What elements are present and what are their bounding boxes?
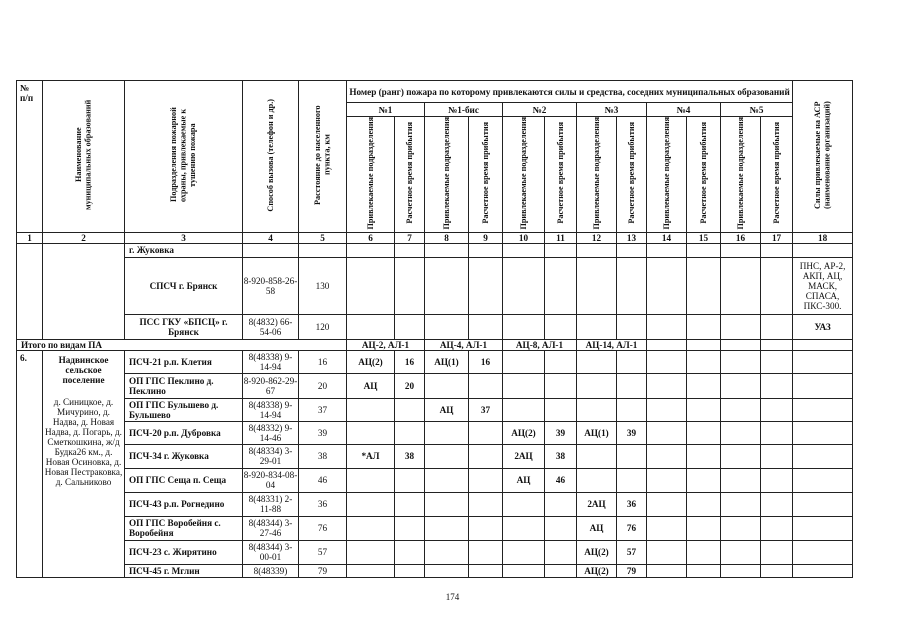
sub-units-3: Привлекаемые подразделения [577,117,617,233]
header-rank-4: №4 [647,103,721,117]
rank2-units: АЦ(2) [503,421,545,444]
rank1-units [347,540,395,564]
unit-asr: ПНС, АР-2, АКП, АЦ, МАСК, СПАСА, ПКС-300. [793,257,853,314]
column-number-row [17,232,853,243]
rank1bis-units [425,421,469,444]
header-rank-2: №2 [503,103,577,117]
col-number: 16 [721,232,761,243]
rank2-units: АЦ [503,468,545,492]
header-rank-3: №3 [577,103,647,117]
rank3-time: 39 [617,421,647,444]
header-distance: Расстояние до населенного пункта, км [299,81,347,233]
rank1bis-time [469,468,503,492]
unit-distance: 37 [299,398,347,421]
rank2-time [545,398,577,421]
unit-name: ОП ГПС Бульшево д. Бульшево [125,398,243,421]
unit-distance: 36 [299,492,347,516]
sub-time-1: Расчетное время прибытия [395,117,425,233]
rank1-time [395,540,425,564]
col-number: 13 [617,232,647,243]
totals-rank-2: АЦ-8, АЛ-1 [503,339,577,350]
unit-phone: 8-920-858-26-58 [243,257,299,314]
table-row [17,492,853,516]
col-number: 2 [43,232,125,243]
rank2-units [503,373,545,398]
rank1bis-units: АЦ [425,398,469,421]
unit-distance: 16 [299,350,347,373]
table-row [17,257,853,314]
unit-distance: 130 [299,257,347,314]
rank3-time [617,373,647,398]
unit-distance: 120 [299,314,347,339]
rank1bis-time [469,373,503,398]
rank3-units [577,468,617,492]
col-number: 10 [503,232,545,243]
table-row [17,540,853,564]
empty-cell [17,243,43,339]
totals-rank-3: АЦ-14, АЛ-1 [577,339,647,350]
unit-distance: 20 [299,373,347,398]
rank3-units: АЦ [577,516,617,540]
rank1bis-units [425,564,469,577]
sub-time-5: Расчетное время прибытия [761,117,793,233]
unit-name: ОП ГПС Пеклино д. Пеклино [125,373,243,398]
unit-phone: 8(48344) 3-00-01 [243,540,299,564]
rank3-units: АЦ(2) [577,564,617,577]
totals-label: Итого по видам ПА [17,339,347,350]
rank2-time: 39 [545,421,577,444]
rank3-time [617,398,647,421]
rank1bis-units [425,468,469,492]
settlements-list: д. Синицкое, д. Мичурино, д. Надва, д. Новая Надва, д. Погарь, д. Сметкошкина, ж/д Будка26 км., д. Новая Осиновка, д. Новая Пестраковка, д. Сальниково [44,396,123,487]
col-number: 15 [687,232,721,243]
unit-name: ОП ГПС Сеща п. Сеща [125,468,243,492]
unit-distance: 76 [299,516,347,540]
rank1bis-time: 37 [469,398,503,421]
municipality-cell [43,350,125,577]
rank3-time: 76 [617,516,647,540]
table-row [17,564,853,577]
unit-phone: 8(48339) [243,564,299,577]
unit-name: ПСС ГКУ «БПСЦ» г. Брянск [125,314,243,339]
unit-name: ПСЧ-45 г. Мглин [125,564,243,577]
rank1bis-units: АЦ(1) [425,350,469,373]
table-row [17,444,853,468]
rank2-units [503,516,545,540]
municipality-name: Надвинское сельское поселение [58,354,109,385]
sub-time-1bis: Расчетное время прибытия [469,117,503,233]
rank1-units [347,516,395,540]
unit-phone: 8(4832) 66-54-06 [243,314,299,339]
col-number: 7 [395,232,425,243]
col-number: 3 [125,232,243,243]
rank2-time: 38 [545,444,577,468]
table-row [17,468,853,492]
sub-units-5: Привлекаемые подразделения [721,117,761,233]
col-number: 11 [545,232,577,243]
table-row [17,373,853,398]
rank3-time: 36 [617,492,647,516]
rank2-time: 46 [545,468,577,492]
unit-distance: 57 [299,540,347,564]
sub-time-2: Расчетное время прибытия [545,117,577,233]
header-call: Способ вызова (телефон и др.) [243,81,299,233]
unit-phone: 8(48331) 2-11-88 [243,492,299,516]
rank1bis-units [425,492,469,516]
sub-units-1: Привлекаемые подразделения [347,117,395,233]
col-number: 8 [425,232,469,243]
rank1bis-units [425,516,469,540]
unit-distance: 39 [299,421,347,444]
col-number: 9 [469,232,503,243]
page-number: 174 [445,592,460,602]
rank2-units [503,350,545,373]
rank3-units: 2АЦ [577,492,617,516]
rank2-time [545,373,577,398]
table-row [17,421,853,444]
unit-name: ПСЧ-21 р.п. Клетия [125,350,243,373]
section-number: 6. [17,350,43,577]
rank1-units: АЦ(2) [347,350,395,373]
col-number: 14 [647,232,687,243]
rank1bis-time [469,564,503,577]
rank1bis-time [469,492,503,516]
rank1bis-units [425,444,469,468]
rank1-time [395,421,425,444]
sub-units-4: Привлекаемые подразделения [647,117,687,233]
unit-name: СПСЧ г. Брянск [125,257,243,314]
unit-phone: 8-920-834-08-04 [243,470,298,491]
unit-name: ОП ГПС Воробейня с. Воробейня [125,516,243,540]
header-units: Подразделения пожарной охраны, привлекаемые к тушению пожара [125,81,243,233]
rank1-units: *АЛ [347,444,395,468]
rank1bis-time [469,540,503,564]
table-row [17,314,853,339]
rank1-time [395,564,425,577]
header-rank-1bis: №1-бис [425,103,503,117]
rank3-units [577,444,617,468]
rank2-units: 2АЦ [503,444,545,468]
unit-asr: УАЗ [793,314,853,339]
col-number: 6 [347,232,395,243]
header-rank-5: №5 [721,103,793,117]
rank1bis-time [469,516,503,540]
rank1-time [395,516,425,540]
unit-distance: 46 [299,468,347,492]
totals-row [17,339,853,350]
col-number: 4 [243,232,299,243]
col-number: 1 [17,232,43,243]
totals-rank-1: АЦ-2, АЛ-1 [347,339,425,350]
rank2-time [545,540,577,564]
rank1bis-time [469,421,503,444]
rank1bis-time: 16 [469,350,503,373]
sub-time-3: Расчетное время прибытия [617,117,647,233]
unit-phone: 8(48338) 9-14-94 [243,398,299,421]
unit-phone: 8(48334) 3-29-01 [243,444,299,468]
rank1-units [347,398,395,421]
rank1-time [395,492,425,516]
unit-phone: 8(48332) 9-14-46 [243,421,299,444]
rank3-units: АЦ(2) [577,540,617,564]
col-number: 17 [761,232,793,243]
col-number: 5 [299,232,347,243]
sub-units-2: Привлекаемые подразделения [503,117,545,233]
rank1bis-time [469,444,503,468]
rank1-time: 38 [395,444,425,468]
header-num: № п/п [17,81,43,233]
header-rank-1: №1 [347,103,425,117]
fire-forces-table [16,80,853,578]
rank3-units [577,373,617,398]
unit-name: ПСЧ-20 р.п. Дубровка [125,421,243,444]
rank3-time [617,468,647,492]
rank3-units [577,350,617,373]
table-row [17,516,853,540]
rank3-units [577,398,617,421]
sub-units-1bis: Привлекаемые подразделения [425,117,469,233]
unit-phone: 8(48338) 9-14-94 [243,350,299,373]
header-asr: Силы привлекаемые на АСР (наименование организаций) [793,81,853,233]
header-municipality: Наименование муниципальных образований [43,81,125,233]
unit-name: ПСЧ-43 р.п. Рогнедино [125,492,243,516]
rank1-units [347,492,395,516]
header-rank-title: Номер (ранг) пожара по которому привлекаются силы и средства, соседних муниципальных образований [347,81,793,103]
unit-phone: 8(48344) 3-27-46 [243,516,299,540]
unit-phone: 8-920-862-29-67 [243,373,299,398]
unit-name: ПСЧ-23 с. Жирятино [125,540,243,564]
unit-distance: 38 [299,444,347,468]
rank2-units [503,398,545,421]
rank1-units [347,564,395,577]
rank3-time: 57 [617,540,647,564]
rank2-units [503,540,545,564]
rank1-units: АЦ [347,373,395,398]
table-row [17,398,853,421]
table-row [17,350,853,373]
col-number: 12 [577,232,617,243]
unit-distance: 79 [299,564,347,577]
rank2-time [545,350,577,373]
rank3-time [617,350,647,373]
rank2-units [503,564,545,577]
rank1-units [347,421,395,444]
unit-name: ПСЧ-34 г. Жуковка [125,444,243,468]
rank1bis-units [425,540,469,564]
zhukovka-title: г. Жуковка [125,243,243,257]
empty-cell [43,243,125,339]
rank2-units [503,492,545,516]
rank3-time: 79 [617,564,647,577]
rank2-time [545,564,577,577]
rank1-time [395,398,425,421]
rank3-time [617,444,647,468]
rank1-time: 20 [395,373,425,398]
rank1-time: 16 [395,350,425,373]
rank1bis-units [425,373,469,398]
col-number: 18 [793,232,853,243]
rank1-units [347,468,395,492]
sub-time-4: Расчетное время прибытия [687,117,721,233]
totals-rank-1bis: АЦ-4, АЛ-1 [425,339,503,350]
rank2-time [545,516,577,540]
rank1-time [395,468,425,492]
rank3-units: АЦ(1) [577,421,617,444]
rank2-time [545,492,577,516]
